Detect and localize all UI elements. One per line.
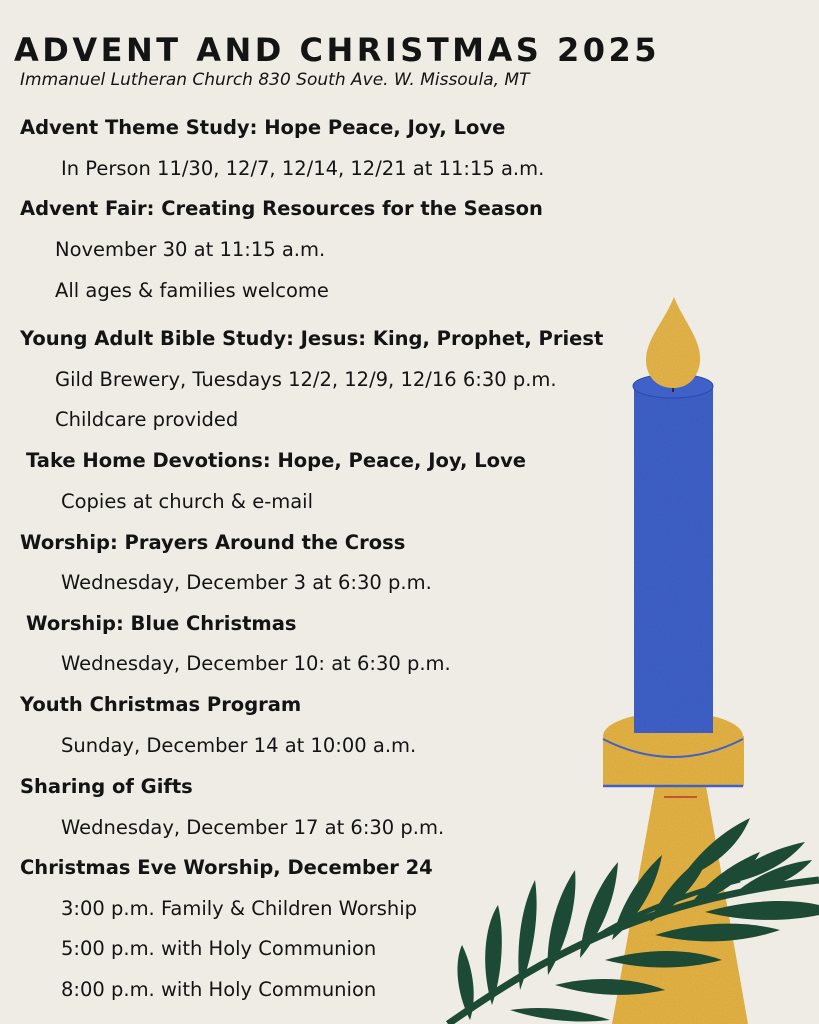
candle-flame (646, 297, 700, 388)
event-detail: Sunday, December 14 at 10:00 a.m. (61, 734, 417, 757)
needle-leaf (580, 862, 618, 958)
event-detail: All ages & families welcome (55, 279, 329, 302)
event-title: Advent Theme Study: Hope Peace, Joy, Love (20, 116, 506, 139)
church-address: Immanuel Lutheran Church 830 South Ave. W. Missoula, MT (20, 70, 530, 90)
event-detail: Wednesday, December 10: at 6:30 p.m. (61, 652, 451, 675)
needle-leaf (457, 945, 473, 1020)
event-detail: November 30 at 11:15 a.m. (55, 238, 326, 261)
event-title: Worship: Prayers Around the Cross (20, 531, 406, 554)
event-detail: Childcare provided (55, 408, 239, 431)
needle-leaf (548, 870, 576, 975)
page-title: ADVENT AND CHRISTMAS 2025 (14, 31, 660, 69)
event-detail: 5:00 p.m. with Holy Communion (61, 937, 377, 960)
event-title: Youth Christmas Program (20, 693, 302, 716)
event-detail: In Person 11/30, 12/7, 12/14, 12/21 at 11:15 a.m. (61, 157, 545, 180)
event-detail: Copies at church & e-mail (61, 490, 314, 513)
candle-illustration (440, 290, 819, 1024)
event-title: Take Home Devotions: Hope, Peace, Joy, Love (26, 449, 527, 472)
event-detail: 8:00 p.m. with Holy Communion (61, 978, 377, 1001)
event-detail: Wednesday, December 17 at 6:30 p.m. (61, 816, 445, 839)
event-title: Christmas Eve Worship, December 24 (20, 856, 433, 879)
event-title: Advent Fair: Creating Resources for the Season (20, 197, 543, 220)
event-detail: Wednesday, December 3 at 6:30 p.m. (61, 571, 432, 594)
evergreen-branch (448, 818, 819, 1024)
candle-body (634, 385, 713, 733)
event-detail: 3:00 p.m. Family & Children Worship (61, 897, 418, 920)
event-title: Worship: Blue Christmas (26, 612, 297, 635)
needle-leaf (510, 1008, 610, 1021)
event-title: Sharing of Gifts (20, 775, 193, 798)
event-detail: Gild Brewery, Tuesdays 12/2, 12/9, 12/16 6:30 p.m. (55, 368, 557, 391)
event-title: Young Adult Bible Study: Jesus: King, Prophet, Priest (20, 327, 604, 350)
